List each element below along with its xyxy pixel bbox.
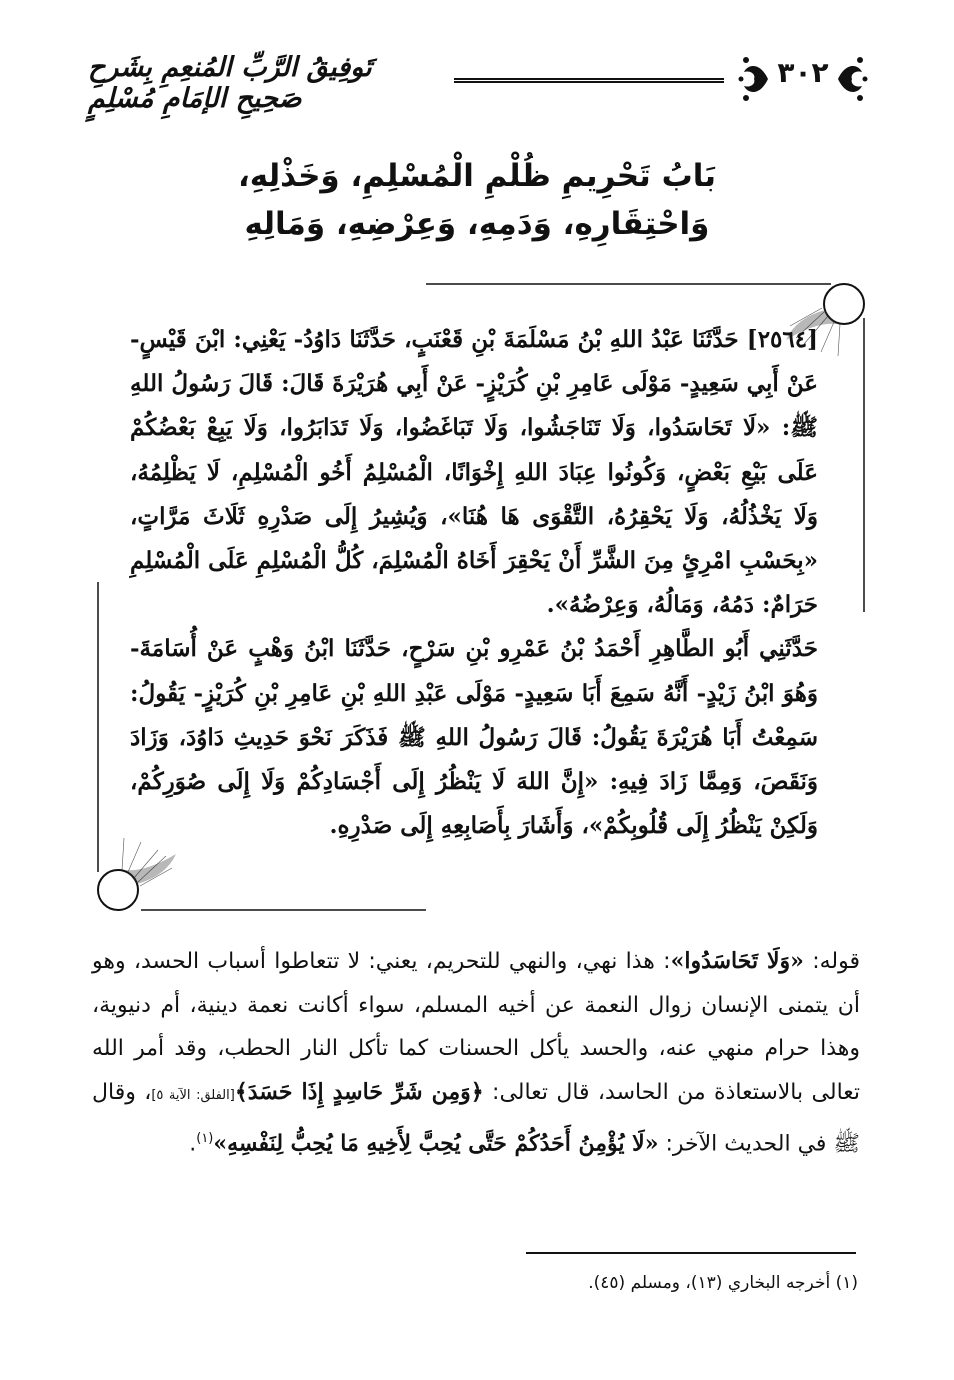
hadith-paragraph-2: حَدَّثَنِي أَبُو الطَّاهِرِ أَحْمَدُ بْنُ عَمْرِو بْنِ سَرْحٍ، حَدَّثَنَا ابْنُ وَهْبٍ عَنْ أُسَامَةَ- وَهُوَ ابْنُ زَيْدٍ- أَنَّهُ سَمِعَ أَبَا سَعِيدٍ- مَوْلَى عَبْدِ اللهِ بْنِ عَامِرِ بْنِ كُرَيْزٍ- يَقُولُ: سَمِعْتُ أَبَا هُرَيْرَةَ يَقُولُ: قَالَ رَسُولُ اللهِ ﷺ فَذَكَرَ نَحْوَ حَدِيثِ دَاوُدَ، وَزَادَ وَنَقَصَ، وَمِمَّا زَادَ فِيهِ: «إِنَّ اللهَ لَا يَنْظُرُ إِلَى أَجْسَادِكُمْ وَلَا إِلَى صُوَرِكُمْ، وَلَكِنْ يَنْظُرُ إِلَى قُلُوبِكُمْ»، وَأَشَارَ بِأَصَابِعِهِ إِلَى صَدْرِهِ. bbox=[130, 635, 818, 840]
hadith-paragraph-1: [٢٥٦٤] حَدَّثَنَا عَبْدُ اللهِ بْنُ مَسْلَمَةَ بْنِ قَعْنَبٍ، حَدَّثَنَا دَاوُدُ- يَعْنِي: ابْنَ قَيْسٍ- عَنْ أَبِي سَعِيدٍ- مَوْلَى عَامِرِ بْنِ كُرَيْزٍ- عَنْ أَبِي هُرَيْرَةَ قَالَ: قَالَ رَسُولُ اللهِ ﷺ: «لَا تَحَاسَدُوا، وَلَا تَنَاجَشُوا، وَلَا تَبَاغَضُوا، وَلَا تَدَابَرُوا، وَلَا يَبِعْ بَعْضُكُمْ عَلَى بَيْعِ بَعْضٍ، وَكُونُوا عِبَادَ اللهِ إِخْوَانًا، الْمُسْلِمُ أَخُو الْمُسْلِمِ، لَا يَظْلِمُهُ، وَلَا يَخْذُلُهُ، وَلَا يَحْقِرُهُ، التَّقْوَى هَا هُنَا»، وَيُشِيرُ إِلَى صَدْرِهِ ثَلَاثَ مَرَّاتٍ، «بِحَسْبِ امْرِئٍ مِنَ الشَّرِّ أَنْ يَحْقِرَ أَخَاهُ الْمُسْلِمَ، كُلُّ الْمُسْلِمِ عَلَى الْمُسْلِمِ حَرَامٌ: دَمُهُ، وَمَالُهُ، وَعِرْضُهُ». bbox=[130, 326, 818, 619]
commentary-body-2: ، وقال ﷺ في الحديث الآخر: bbox=[92, 1079, 860, 1157]
header-double-rule bbox=[454, 78, 724, 83]
commentary-intro: قوله: bbox=[803, 949, 860, 974]
chapter-heading bbox=[150, 152, 804, 248]
footnote: (١) أخرجه البخاري (١٣)، ومسلم (٤٥). bbox=[588, 1273, 858, 1293]
commentary-text bbox=[92, 940, 860, 1166]
chapter-heading-line1: بَابُ تَحْرِيمِ ظُلْمِ الْمُسْلِمِ، وَخَذْلِهِ، bbox=[237, 158, 717, 194]
chapter-heading-line2: وَاحْتِقَارِهِ، وَدَمِهِ، وَعِرْضِهِ، وَمَالِهِ bbox=[244, 206, 710, 242]
commentary-quote-2: «لَا يُؤْمِنُ أَحَدُكُمْ حَتَّى يُحِبَّ لِأَخِيهِ مَا يُحِبُّ لِنَفْسِهِ» bbox=[213, 1130, 659, 1157]
commentary-quote-1: «وَلَا تَحَاسَدُوا» bbox=[670, 948, 804, 974]
footnote-marker: (١) bbox=[196, 1131, 214, 1146]
book-title: تَوفِيقُ الرَّبِّ المُنعِمِ بِشَرحِ صَحِيحِ الإمَامِ مُسْلِمٍ bbox=[88, 52, 372, 114]
page-number: ٣٠٢ bbox=[777, 56, 829, 89]
left-ornament-icon bbox=[738, 52, 772, 106]
quran-verse: ﴿وَمِن شَرِّ حَاسِدٍ إِذَا حَسَدَ﴾ bbox=[234, 1078, 484, 1105]
commentary-end: . bbox=[189, 1131, 197, 1157]
running-header bbox=[88, 44, 868, 114]
commentary-body-1: : هذا نهي، والنهي للتحريم، يعني: لا تتعاطوا أسباب الحسد، وهو أن يتمنى الإنسان زوال النعمة عن أخيه المسلم، سواء أكانت نعمة دينية، أم دنيوية، وهذا حرام منهي عنه، والحسد يأكل الحسنات كما تأكل النار الحطب، وقد أمر الله تعالى بالاستعاذة من الحاسد، قال تعالى: bbox=[92, 949, 861, 1105]
hadith-text bbox=[130, 318, 818, 848]
page-number-block bbox=[738, 52, 868, 106]
verse-reference: [الفلق: الآية ٥] bbox=[151, 1087, 235, 1103]
right-ornament-icon bbox=[834, 52, 868, 106]
footnote-divider bbox=[526, 1252, 856, 1254]
